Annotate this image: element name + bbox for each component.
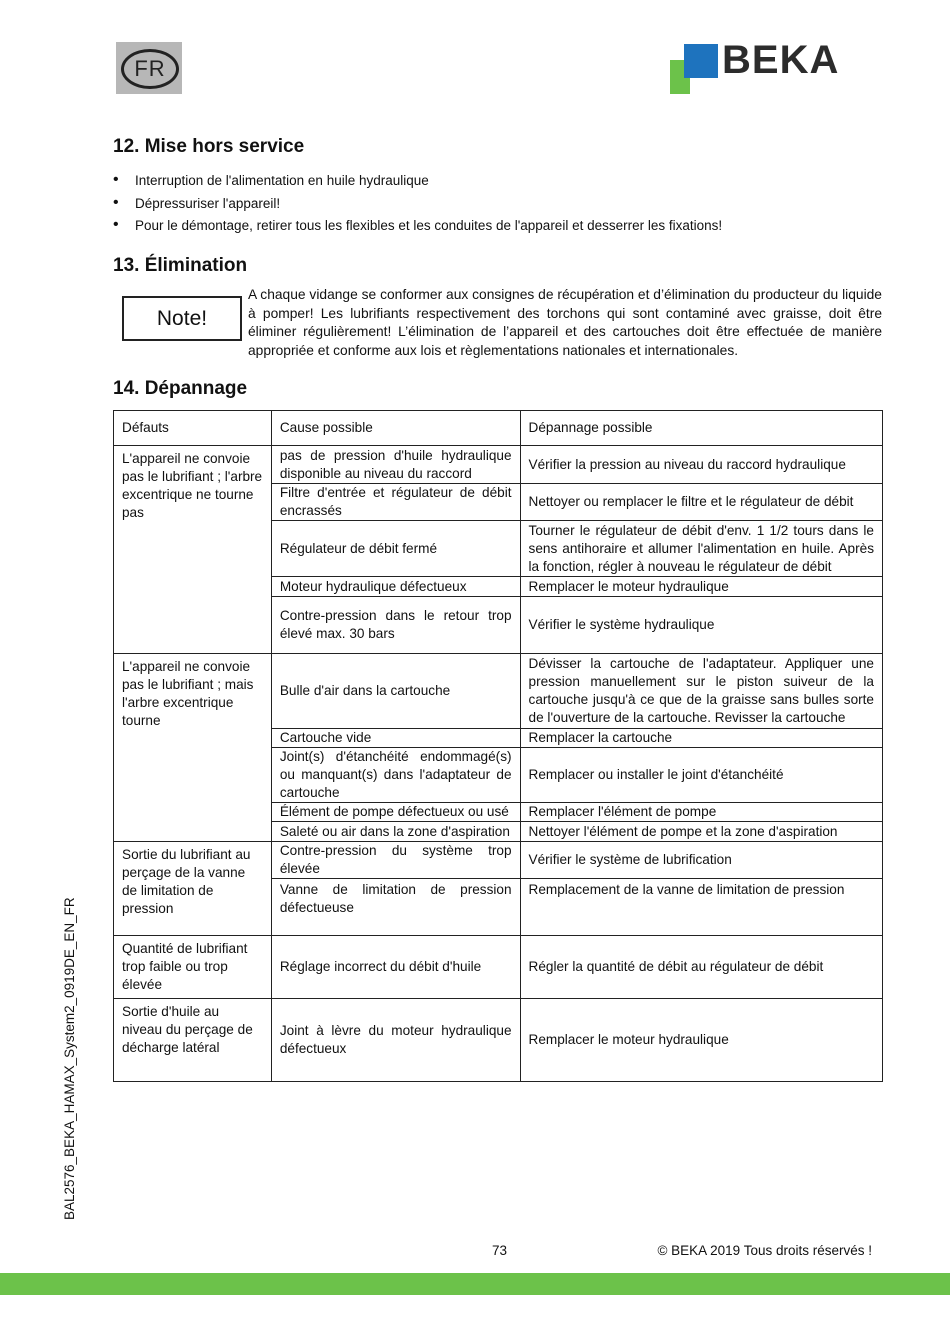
cause-cell: Moteur hydraulique défectueux — [271, 577, 520, 597]
remedy-cell: Remplacer le moteur hydraulique — [520, 577, 882, 597]
table-row — [114, 936, 883, 999]
remedy-cell: Remplacer l'élément de pompe — [520, 803, 882, 822]
page-number: 73 — [492, 1243, 508, 1258]
remedy-cell: Tourner le régulateur de débit d'env. 1 1/2 tours dans le sens antihoraire et allumer l'alimentation en huile. Après la fonction, régler à nouveau le régulateur de débit — [520, 521, 882, 577]
cause-cell: Joint à lèvre du moteur hydraulique défectueux — [271, 999, 520, 1082]
cause-cell: Réglage incorrect du débit d'huile — [271, 936, 520, 999]
fault-cell: Sortie du lubrifiant au perçage de la vanne de limitation de pression — [114, 842, 272, 936]
logo-blue-square — [684, 44, 718, 78]
remedy-cell: Vérifier le système hydraulique — [520, 597, 882, 654]
bullet-item: • Interruption de l'alimentation en huile hydraulique — [113, 172, 722, 195]
fault-cell: L'appareil ne convoie pas le lubrifiant ; mais l'arbre excentrique tourne — [114, 654, 272, 842]
document-reference: BAL2576_BEKA_HAMAX_System2_0919DE_EN_FR — [62, 897, 77, 1220]
cause-cell: Régulateur de débit fermé — [271, 521, 520, 577]
footer-green-bar — [0, 1273, 950, 1295]
cause-cell: Joint(s) d'étanchéité endommagé(s) ou manquant(s) dans l'adaptateur de cartouche — [271, 748, 520, 803]
remedy-cell: Remplacer ou installer le joint d'étanchéité — [520, 748, 882, 803]
table-row — [114, 654, 883, 729]
cause-cell: Filtre d'entrée et régulateur de débit encrassés — [271, 484, 520, 521]
remedy-cell: Remplacer la cartouche — [520, 729, 882, 748]
section-13-title: 13. Élimination — [113, 255, 248, 276]
remedy-cell: Nettoyer l'élément de pompe et la zone d'aspiration — [520, 822, 882, 842]
remedy-cell: Vérifier la pression au niveau du raccord hydraulique — [520, 446, 882, 484]
section-12-title: 12. Mise hors service — [113, 136, 305, 157]
remedy-cell: Dévisser la cartouche de l'adaptateur. Appliquer une pression manuellement sur le piston suiveur de la cartouche jusqu'à ce que de la graisse sans bulles sorte de l'ouverture de la cartouche. Revisser la cartouche — [520, 654, 882, 729]
cause-cell: Vanne de limitation de pression défectueuse — [271, 879, 520, 936]
table-row — [114, 446, 883, 484]
copyright-notice: © BEKA 2019 Tous droits réservés ! — [657, 1243, 872, 1258]
troubleshooting-table — [113, 410, 883, 1082]
bullet-item: • Dépressuriser l'appareil! — [113, 195, 722, 218]
cause-cell: Élément de pompe défectueux ou usé — [271, 803, 520, 822]
note-text: A chaque vidange se conformer aux consignes de récupération et d’élimination du producteur du liquide à pomper! Les lubrifiants respectivement des torchons qui sont contaminé avec graisse, doit être éliminer régulièrement! L’élimination de l’appareil et des cartouches doit être effectuée de manière appropriée et conforme aux lois et règlementations nationales et internationales. — [248, 287, 882, 358]
cause-cell: pas de pression d'huile hydraulique disponible au niveau du raccord — [271, 446, 520, 484]
language-badge-label: FR — [121, 49, 179, 89]
section-14-title: 14. Dépannage — [113, 378, 248, 399]
table-header-row — [114, 411, 883, 446]
remedy-cell: Nettoyer ou remplacer le filtre et le régulateur de débit — [520, 484, 882, 521]
remedy-cell: Remplacement de la vanne de limitation de pression — [520, 879, 882, 936]
fault-cell: Quantité de lubrifiant trop faible ou trop élevée — [114, 936, 272, 999]
note-box: Note! — [122, 296, 242, 341]
beka-logo — [670, 38, 882, 96]
table-row — [114, 842, 883, 879]
cause-cell: Cartouche vide — [271, 729, 520, 748]
logo-wordmark: BEKA — [722, 38, 840, 82]
fault-cell: Sortie d'huile au niveau du perçage de décharge latéral — [114, 999, 272, 1082]
cause-cell: Saleté ou air dans la zone d'aspiration — [271, 822, 520, 842]
header-cause: Cause possible — [271, 411, 520, 446]
section-12-bullets — [113, 172, 722, 240]
cause-cell: Contre-pression dans le retour trop élevé max. 30 bars — [271, 597, 520, 654]
cause-cell: Bulle d'air dans la cartouche — [271, 654, 520, 729]
fault-cell: L'appareil ne convoie pas le lubrifiant ; l'arbre excentrique ne tourne pas — [114, 446, 272, 654]
language-badge — [116, 42, 182, 94]
remedy-cell: Vérifier le système de lubrification — [520, 842, 882, 879]
header-defauts: Défauts — [114, 411, 272, 446]
bullet-item: • Pour le démontage, retirer tous les flexibles et les conduites de l'appareil et desserrer les fixations! — [113, 217, 722, 240]
table-row — [114, 999, 883, 1082]
remedy-cell: Régler la quantité de débit au régulateur de débit — [520, 936, 882, 999]
cause-cell: Contre-pression du système trop élevée — [271, 842, 520, 879]
remedy-cell: Remplacer le moteur hydraulique — [520, 999, 882, 1082]
header-depannage: Dépannage possible — [520, 411, 882, 446]
